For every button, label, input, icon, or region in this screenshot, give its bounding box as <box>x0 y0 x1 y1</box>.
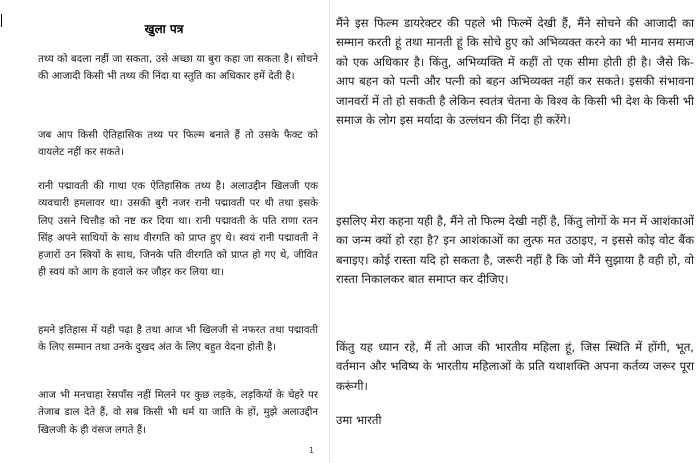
paragraph: आज भी मनचाहा रेसपॉंस नहीं मिलने पर कुछ लड़के, लड़कियों के चेहरे पर तेजाब डाल देते हैं, वो सब किसी भी धर्म या जाति के हों, मुझे अलाउद्दीन खिलजी के ही वंसज लगते हैं। <box>38 390 318 436</box>
paragraph: इसलिए मेरा कहना यही है, मैंने तो फिल्म देखी नहीं है, किंतु लोगों के मन में आशंकाओं का जन्म क्यों हो रहा है? इन आशंकाओं का लुत्फ मत उठाइए, न इससे कोइ वोट बैंक बनाइए। कोई रास्ता यदि हो सकता है, जरूरी नहीं है कि जो मैंने सुझाया है वही हो, वो रास्ता निकालकर बात समाप्त कर दीजिए। <box>336 214 694 287</box>
paragraph: किंतु यह ध्यान रहे, मैं तो आज की भारतीय महिला हूं, जिस स्थिति में होंगी, भूत, वर्तमान और भविष्य के भारतीय महिलाओं के प्रति यथाशक्ति अपना कर्तव्य जरूर पूरा करूंगी। <box>336 340 694 393</box>
right-column <box>332 0 699 463</box>
signature: उमा भारती <box>336 413 382 427</box>
paragraph: तथ्य को बदला नहीं जा सकता, उसे अच्छा या बुरा कहा जा सकता है। सोचने की आजादी किसी भी तथ्य की निंदा या स्तुति का अधिकार हमें देती है। <box>38 54 318 83</box>
page-number: 1 <box>309 446 315 455</box>
column-divider <box>329 0 330 463</box>
letter-title: खुला पत्र <box>144 22 184 36</box>
paragraph: रानी पद्मावती की गाथा एक ऐतिहासिक तथ्य है। अलाउद्दीन खिलजी एक व्यवचारी हमलावर था। उसकी बुरी नजर रानी पद्मावती पर थी तथा इसके लिए उसने चित्तौड़ को नष्ट कर दिया था। रानी पद्मावती के पति राणा रतन सिंह अपने साथियों के साथ वीरगति को प्राप्त हुए थे। स्वयं रानी पद्मावती ने हजारों उन स्त्रियों के साथ, जिनके पति वीरगति को प्राप्त हो गए थे, जीवित ही स्वयं को आग के हवाले कर जौहर कर लिया था। <box>38 181 318 279</box>
paragraph: हमने इतिहास में यही पढ़ा है तथा आज भी खिलजी से नफरत तथा पद्मावती के लिए सम्मान तथा उनके दुखद अंत के लिए बहुत वेदना होती है। <box>38 325 318 354</box>
paragraph: जब आप किसी ऐतिहासिक तथ्य पर फिल्म बनाते हैं तो उसके फैक्ट को वायलेट नहीं कर सकते। <box>38 130 318 159</box>
left-column <box>0 0 328 463</box>
paragraph: मैंने इस फिल्म डायरेक्टर की पहले भी फिल्में देखी हैं, मैंने सोचने की आजादी का सम्मान करती हूं तथा मानती हूं कि सोचे हुए को अभिव्यक्त करने का भी मानव समाज को एक अधिकार है। किंतु, अभिव्यक्ति में कहीं तो एक सीमा होती ही है। जैसे कि- आप बहन को पत्नी और पत्नी को बहन अभिव्यक्त नहीं कर सकते। इसकी संभावना जानवरों में तो हो सकती है लेकिन स्वतंत्र चेतना के विश्व के किसी भी देश के किसी भी समाज के लोग इस मर्यादा के उल्लंघन की निंदा ही करेंगे। <box>336 16 694 128</box>
